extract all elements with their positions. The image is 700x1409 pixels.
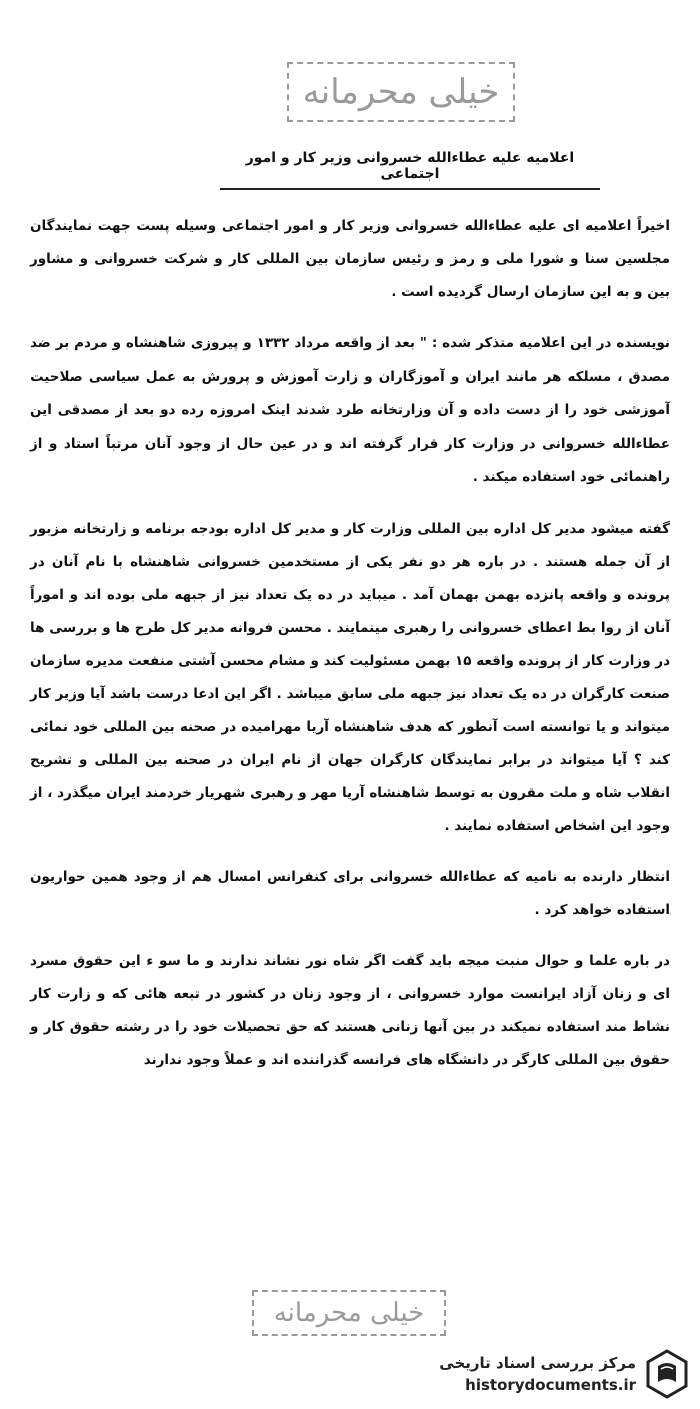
logo-url: historydocuments.ir bbox=[465, 1376, 636, 1394]
confidential-stamp-top: خیلی محرمانه bbox=[287, 62, 515, 122]
paragraph-4: انتظار دارنده به نامیه که عطاءالله خسروانی برای کنفرانس امسال هم از وجود همین حواریون استفاده خواهد کرد . bbox=[30, 868, 670, 918]
document-title: اعلامیه علیه عطاءالله خسروانی وزیر کار و امور اجتماعی bbox=[220, 150, 600, 190]
document-body bbox=[30, 210, 670, 1095]
paragraph-2: نویسنده در این اعلامیه متذکر شده : " بعد از واقعه مرداد ۱۳۳۲ و پیروزی شاهنشاه و مردم بر ضد مصدق ، مسلکه هر مانند ایران و آموزگاران و زارت آموزش و پرورش به عمل سیاسی صلاحیت آموزشی خود را از دست داده و آن وزارتخانه طرد شدند اینک امروزه رده دو بعد از مصدقی این عطاءالله خسروانی در وزارت کار قرار گرفته اند و در عین حال از وجود آنان مرتباً استاد و از راهنمائی خود استفاده میکند . bbox=[30, 335, 671, 485]
paragraph-1: اخیراً اعلامیه ای علیه عطاءالله خسروانی وزیر کار و امور اجتماعی وسیله پست جهت نمایندگان مجلسین سنا و شورا ملی و رمز و رئیس سازمان بین المللی کار و شرکت خسروانی و مشاور بین و به این سازمان ارسال گردیده است . bbox=[30, 218, 670, 300]
logo-name: مرکز بررسی اسناد تاریخی bbox=[439, 1354, 636, 1372]
watermark-logo bbox=[438, 1344, 690, 1404]
paragraph-3: گفته میشود مدیر کل اداره بین المللی وزارت کار و مدیر کل اداره بودجه برنامه و زارتخانه مزبور از آن جمله هستند . در باره هر دو نفر یکی از مستخدمین خسروانی شاهنشاه با نام آنان در پرونده و واقعه پانزده بهمن بهمان آمد . میباید در ده یک تعداد نیز از جبهه ملی بوده اند و اموراً آنان از روا بط اعطای خسروانی را رهبری مینمایند . محسن فروانه مدیر کل طرح ها و بررسی ها در وزارت کار از پرونده واقعه ۱۵ بهمن مسئولیت کند و مشام محسن آشتی منفعت مدیره سازمان صنعت کارگران در ده یک تعداد نیز جبهه ملی سابق میباشد . اگر این ادعا درست باشد آیا وزیر کار میتواند و یا توانسته است آنطور که هدف شاهنشاه آریا مهرامیده در صحنه بین المللی خود نمائی کند ؟ آیا میتواند در برابر نمایندگان کارگران جهان از نام ایران در صحنه بین المللی و تشریح انقلاب شاه و ملت مقرون به توسط شاهنشاه آریا مهر و رهبری شهریار خردمند ایران میگذرد ، از وجود این اشخاص استفاده نمایند . bbox=[30, 520, 670, 834]
confidential-stamp-bottom: خیلی محرمانه bbox=[252, 1290, 446, 1336]
logo-text bbox=[439, 1352, 636, 1396]
paragraph-5: در باره علما و حوال منبت میجه باید گفت اگر شاه نور نشاند ندارند و ما سو ء این حقوق مسرد ای و زنان آزاد ایرانست موارد خسروانی ، از وجود زنان در کشور در تبعه هائی که و زارت کار نشاط مند استفاده نمیکند در بین آنها زنانی هستند که حق تحصیلات خود را در رشته حقوق کار و حقوق بین المللی کارگر در دانشگاه های فرانسه گذراننده اند و عملاً وجود ندارند bbox=[30, 952, 670, 1068]
logo-emblem-icon bbox=[644, 1348, 690, 1400]
